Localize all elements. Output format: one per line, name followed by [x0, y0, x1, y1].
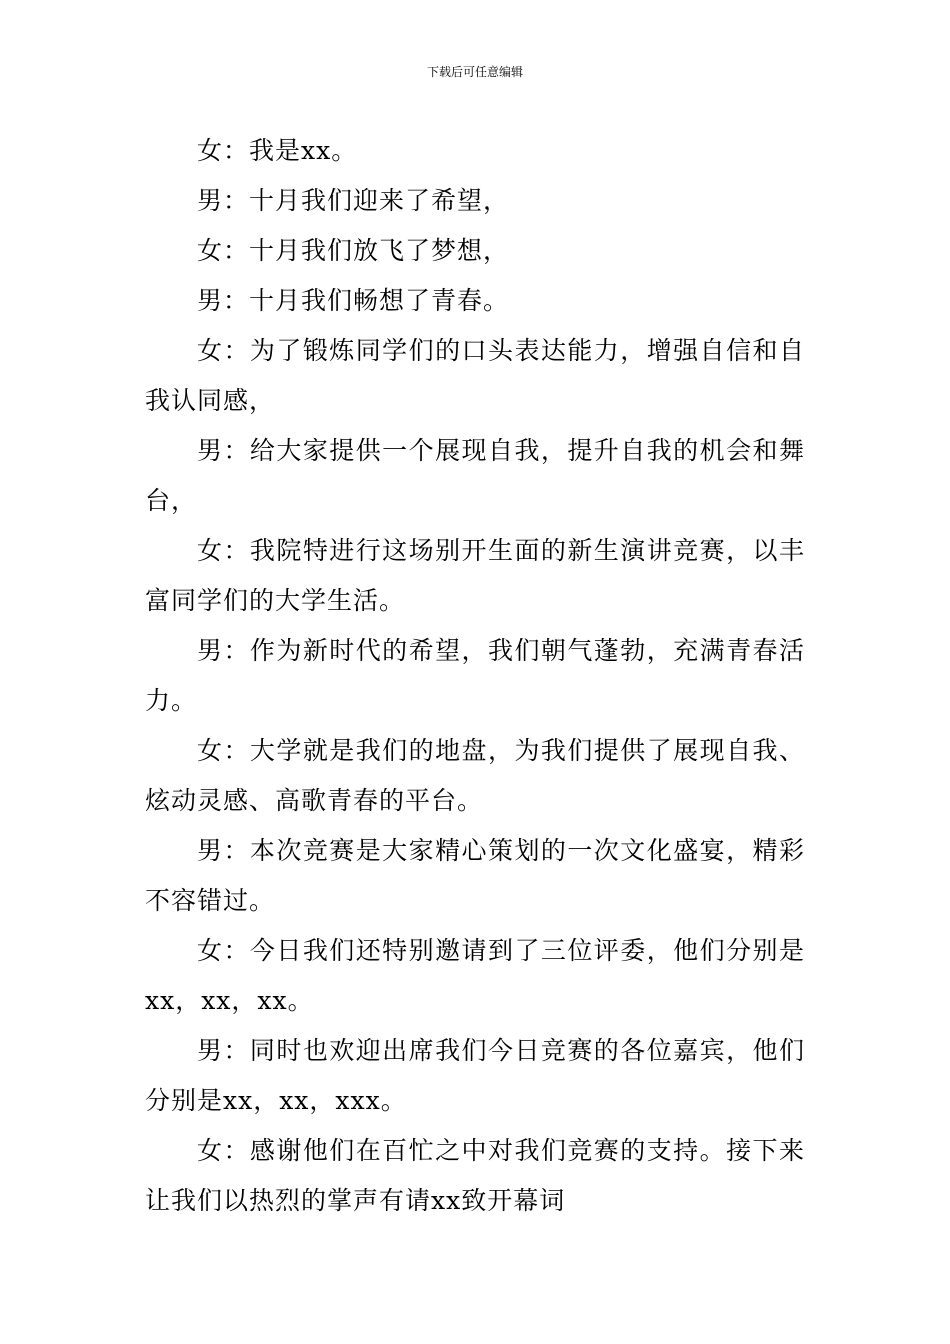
dialogue-line: 女：十月我们放飞了梦想，	[197, 236, 510, 265]
dialogue-line: 男：十月我们迎来了希望，	[197, 186, 510, 215]
dialogue-line: 女：为了锻炼同学们的口头表达能力，增强自信和自我认同感，	[145, 336, 805, 415]
dialogue-line: 女：大学就是我们的地盘，为我们提供了展现自我、炫动灵感、高歌青春的平台。	[145, 736, 805, 815]
dialogue-line: 女：感谢他们在百忙之中对我们竞赛的支持。接下来让我们以热烈的掌声有请xx致开幕词	[145, 1136, 805, 1215]
dialogue-line: 男：给大家提供一个展现自我，提升自我的机会和舞台，	[145, 436, 805, 515]
document-body	[145, 126, 805, 1226]
dialogue-line: 女：我院特进行这场别开生面的新生演讲竞赛，以丰富同学们的大学生活。	[145, 536, 805, 615]
dialogue-line: 男：同时也欢迎出席我们今日竞赛的各位嘉宾，他们分别是xx，xx，xxx。	[145, 1036, 805, 1115]
page-header: 下载后可任意编辑	[426, 65, 523, 79]
dialogue-line: 女：我是xx。	[197, 136, 358, 165]
dialogue-line: 男：作为新时代的希望，我们朝气蓬勃，充满青春活力。	[145, 636, 805, 715]
dialogue-line: 女：今日我们还特别邀请到了三位评委，他们分别是xx，xx，xx。	[145, 936, 805, 1015]
dialogue-line: 男：十月我们畅想了青春。	[197, 286, 510, 315]
dialogue-line: 男：本次竞赛是大家精心策划的一次文化盛宴，精彩不容错过。	[145, 836, 805, 915]
